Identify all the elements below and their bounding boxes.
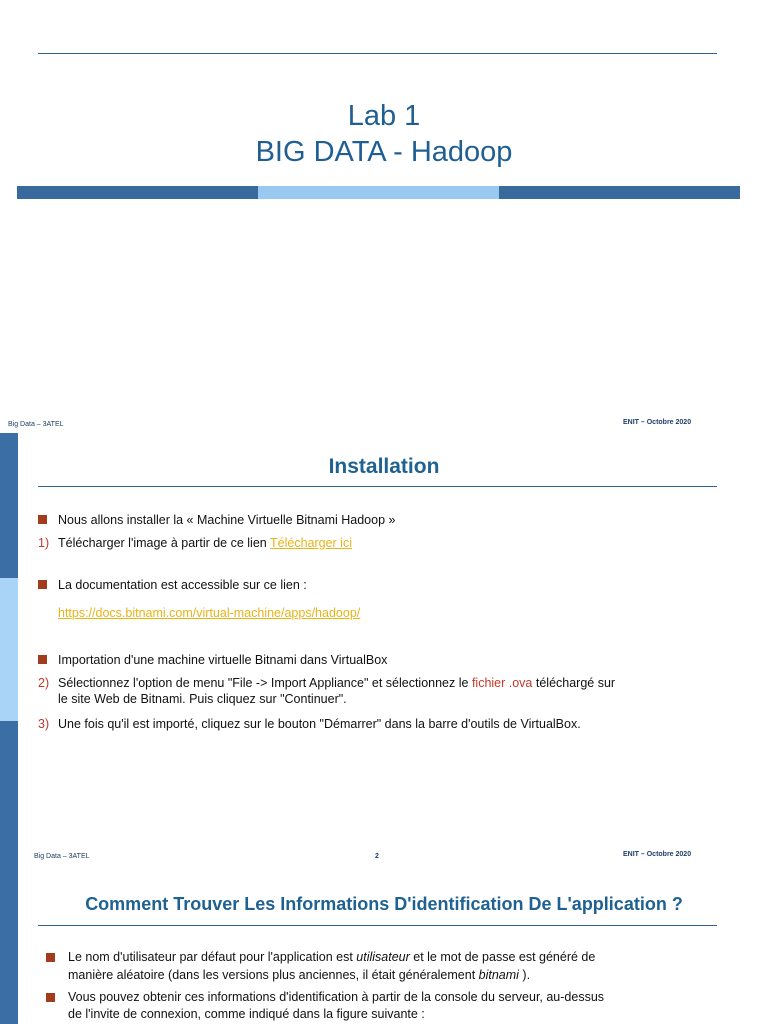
bullet-icon xyxy=(38,515,47,524)
title-bar-left xyxy=(17,186,258,199)
documentation-link[interactable] xyxy=(58,605,360,621)
step-number: 3) xyxy=(38,717,50,731)
password-text: bitnami xyxy=(478,968,519,982)
step-2-text-b: téléchargé sur xyxy=(532,676,616,690)
step-text-continued: le site Web de Bitnami. Puis cliquez sur "Continuer". xyxy=(58,692,347,706)
heading-rule xyxy=(38,925,717,926)
bullet-text-b: et le mot de passe est généré de xyxy=(409,950,596,964)
credentials-slide xyxy=(0,866,768,1024)
step-text: Une fois qu'il est importé, cliquez sur le bouton "Démarrer" dans la barre d'outils de VirtualBox. xyxy=(58,717,581,731)
sidebar-segment-middle xyxy=(0,578,18,721)
bullet-text-d: ). xyxy=(518,968,531,982)
slide-heading: Comment Trouver Les Informations D'identification De L'application ? xyxy=(85,894,683,914)
title-line-2: BIG DATA - Hadoop xyxy=(255,136,513,168)
slide-heading: Installation xyxy=(328,455,440,478)
bullet-text: Nous allons installer la « Machine Virtuelle Bitnami Hadoop » xyxy=(58,513,396,527)
step-number: 2) xyxy=(38,676,50,690)
bullet-text-a: Le nom d'utilisateur par défaut pour l'application est xyxy=(68,950,357,964)
installation-slide xyxy=(0,419,768,866)
title-bar-right xyxy=(499,186,740,199)
step-text xyxy=(58,675,615,691)
bullet-icon xyxy=(38,580,47,589)
footer-course: Big Data – 3ATEL xyxy=(8,421,64,428)
slide-sidebar xyxy=(0,866,18,1024)
footer-course: Big Data – 3ATEL xyxy=(34,853,90,860)
footer-date: ENIT – Octobre 2020 xyxy=(623,851,692,858)
bullet-text-continued xyxy=(68,967,530,983)
documentation-link-text[interactable]: https://docs.bitnami.com/virtual-machine/apps/hadoop/ xyxy=(58,606,361,620)
slide-sidebar xyxy=(0,433,18,866)
bullet-text-continued: de l'invite de connexion, comme indiqué dans la figure suivante : xyxy=(68,1007,425,1021)
bullet-text xyxy=(68,949,595,965)
title-slide xyxy=(0,0,768,433)
bullet-text: Vous pouvez obtenir ces informations d'identification à partir de la console du serveur, au-dessus xyxy=(68,990,605,1004)
top-rule xyxy=(38,53,717,54)
footer-date: ENIT – Octobre 2020 xyxy=(623,419,692,426)
bullet-icon xyxy=(46,993,55,1002)
bullet-text: La documentation est accessible sur ce lien : xyxy=(58,578,307,592)
page-number: 2 xyxy=(375,853,379,860)
bullet-icon xyxy=(46,953,55,962)
step-2-text-a: Sélectionnez l'option de menu "File -> Import Appliance" et sélectionnez le xyxy=(58,676,472,690)
heading-rule xyxy=(38,486,717,487)
username-text: utilisateur xyxy=(356,950,410,964)
step-number: 1) xyxy=(38,536,50,550)
bullet-text: Importation d'une machine virtuelle Bitnami dans VirtualBox xyxy=(58,653,388,667)
title-bar-middle xyxy=(258,186,499,199)
bullet-text-c: manière aléatoire (dans les versions plus anciennes, il était généralement xyxy=(68,968,479,982)
title-line-1: Lab 1 xyxy=(347,100,421,132)
slide-title xyxy=(0,98,768,170)
step-1-text: Télécharger l'image à partir de ce lien xyxy=(58,536,270,550)
ova-file-text: fichier .ova xyxy=(471,676,533,690)
step-text xyxy=(58,535,352,551)
sidebar-segment-bottom xyxy=(0,721,18,866)
bullet-icon xyxy=(38,655,47,664)
download-link[interactable]: Télécharger ici xyxy=(270,536,352,550)
